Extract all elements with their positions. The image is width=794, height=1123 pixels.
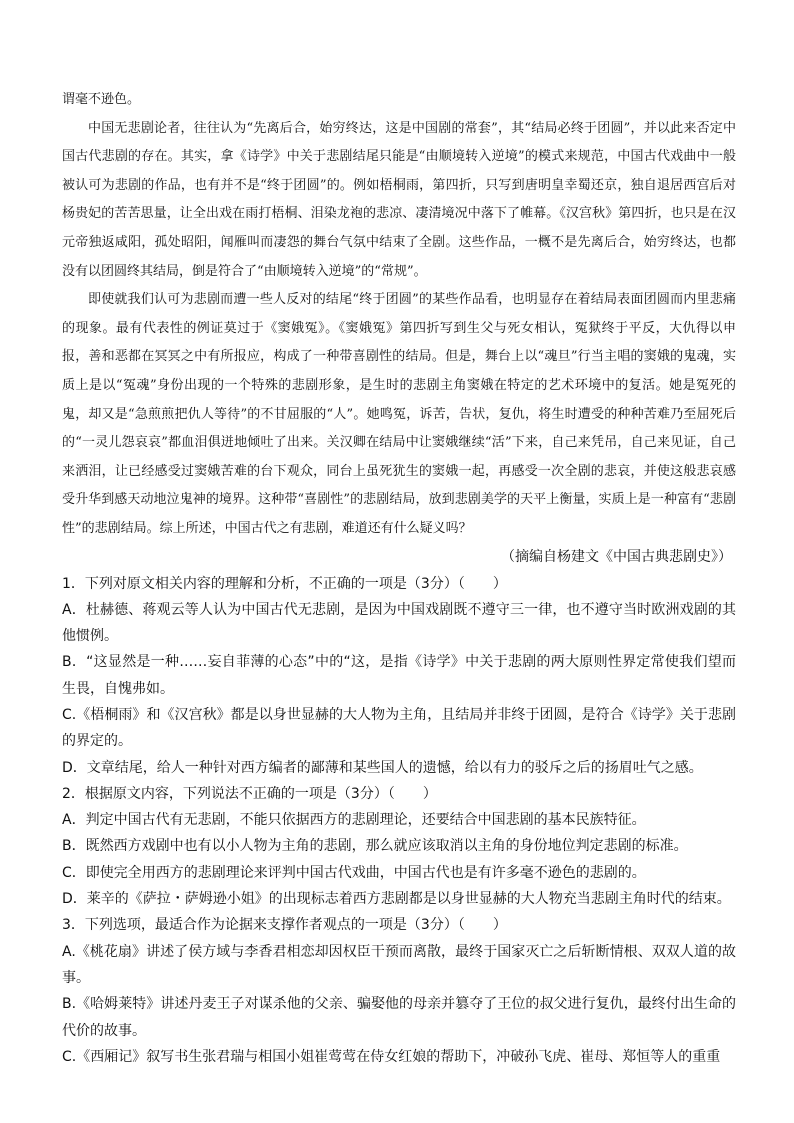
question-option: C.《西厢记》叙写书生张君瑞与相国小姐崔莺莺在侍女红娘的帮助下，冲破孙飞虎、崔母、郑恒等人的重重 xyxy=(62,1048,721,1065)
question-option: B．“这显然是一种……妄自菲薄的心态”中的“这，是指《诗学》中关于悲剧的两大原则性界定常使我们望而生畏，自愧弗如。 xyxy=(62,654,736,697)
question-option: B.《哈姆莱特》讲述丹麦王子对谋杀他的父亲、骗娶他的母亲并篡夺了王位的叔父进行复仇，最终付出生命的代价的故事。 xyxy=(62,996,736,1039)
article-source: （摘编自杨建文《中国古典悲剧史》） xyxy=(501,548,732,565)
question-stem: 3．下列选项，最适合作为论据来支撑作者观点的一项是（3分）（ ） xyxy=(62,917,507,934)
question-option: D．莱辛的《萨拉・萨姆逊小姐》的出现标志着西方悲剧都是以身世显赫的大人物充当悲剧主角时代的结束。 xyxy=(62,891,731,908)
question-stem: 2．根据原文内容，下列说法不正确的一项是（3分）（ ） xyxy=(62,785,437,802)
question-list xyxy=(62,571,736,1071)
question-option: B．既然西方戏剧中也有以小人物为主角的悲剧，那么就应该取消以主角的身份地位判定悲剧的标准。 xyxy=(62,838,688,855)
question-option: C.《梧桐雨》和《汉宫秋》都是以身世显赫的大人物为主角，且结局并非终于团圆，是符合《诗学》关于悲剧的界定的。 xyxy=(62,706,736,750)
article-paragraph: 即使就我们认可为悲剧而遭一些人反对的结尾“终于团圆”的某些作品看，也明显存在着结局表面团圆而内里悲痛的现象。最有代表性的例证莫过于《窦娥冤》。《窦娥冤》第四折写到生父与死女相认，冤狱终于平反，大仇得以申报，善和恶都在冥冥之中有所报应，构成了一种带喜剧性的结局。但是，舞台上以“魂旦”行当主唱的窦娥的鬼魂，实质上是以“冤魂”身份出现的一个特殊的悲剧形象，是生时的悲剧主角窦娥在特定的艺术环境中的复活。她是冤死的鬼，却又是“急煎煎把仇人等待”的不甘屈服的“人”。她鸣冤，诉苦，告状，复仇，将生时遭受的种种苦难乃至屈死后的“一灵儿怨哀哀”都血泪俱迸地倾吐了出来。关汉卿在结局中让窦娥继续“活”下来，自己来凭吊，自己来见证，自己来洒泪，让已经感受过窦娥苦难的台下观众，同台上虽死犹生的窦娥一起，再感受一次全剧的悲哀，并使这般悲哀感受升华到感天动地泣鬼神的境界。这种带“喜剧性”的悲剧结局，放到悲剧美学的天平上衡量，实质上是一种富有“悲剧性”的悲剧结局。综上所述，中国古代之有悲剧，难道还有什么疑义吗？ xyxy=(62,292,736,536)
question-option: A.《桃花扇》讲述了侯方域与李香君相恋却因权臣干预而离散，最终于国家灭亡之后斩断情根、双双人道的故事。 xyxy=(62,943,736,986)
question-option: C．即使完全用西方的悲剧理论来评判中国古代戏曲，中国古代也是有许多毫不逊色的悲剧的。 xyxy=(62,864,646,881)
question-option: A．杜赫德、蒋观云等人认为中国古代无悲剧，是因为中国戏剧既不遵守三一律，也不遵守当时欧洲戏剧的其他惯例。 xyxy=(62,601,736,645)
article-paragraph: 中国无悲剧论者，往往认为“先离后合，始穷终达，这是中国剧的常套”，其“结局必终于团圆”，并以此来否定中国古代悲剧的存在。其实，拿《诗学》中关于悲剧结尾只能是“由顺境转入逆境”的模式来规范，中国古代戏曲中一般被认可为悲剧的作品，也有并不是“终于团圆”的。例如梧桐雨，第四折，只写到唐明皇幸蜀还京，独自退居西宫后对杨贵妃的苦苦思量，让全出戏在雨打梧桐、泪染龙袍的悲凉、凄清境况中落下了帷幕。《汉宫秋》第四折，也只是在汉元帝独返咸阳，孤处昭阳，闻雁叫而凄怨的舞台气氛中结束了全剧。这些作品，一概不是先离后合，始穷终达，也都没有以团圆终其结局，倒是符合了“由顺境转入逆境”的“常规”。 xyxy=(62,120,736,279)
article-paragraph: 谓毫不逊色。 xyxy=(62,92,141,107)
question-option: A．判定中国古代有无悲剧，不能只依据西方的悲剧理论，还要结合中国悲剧的基本民族特征。 xyxy=(62,812,646,829)
question-option: D．文章结尾，给人一种针对西方编者的鄙薄和某些国人的遗憾，给以有力的驳斥之后的扬眉吐气之感。 xyxy=(62,759,703,776)
question-stem: 1．下列对原文相关内容的理解和分析，不正确的一项是（3分）（ ） xyxy=(62,575,507,592)
article-body xyxy=(62,86,736,544)
